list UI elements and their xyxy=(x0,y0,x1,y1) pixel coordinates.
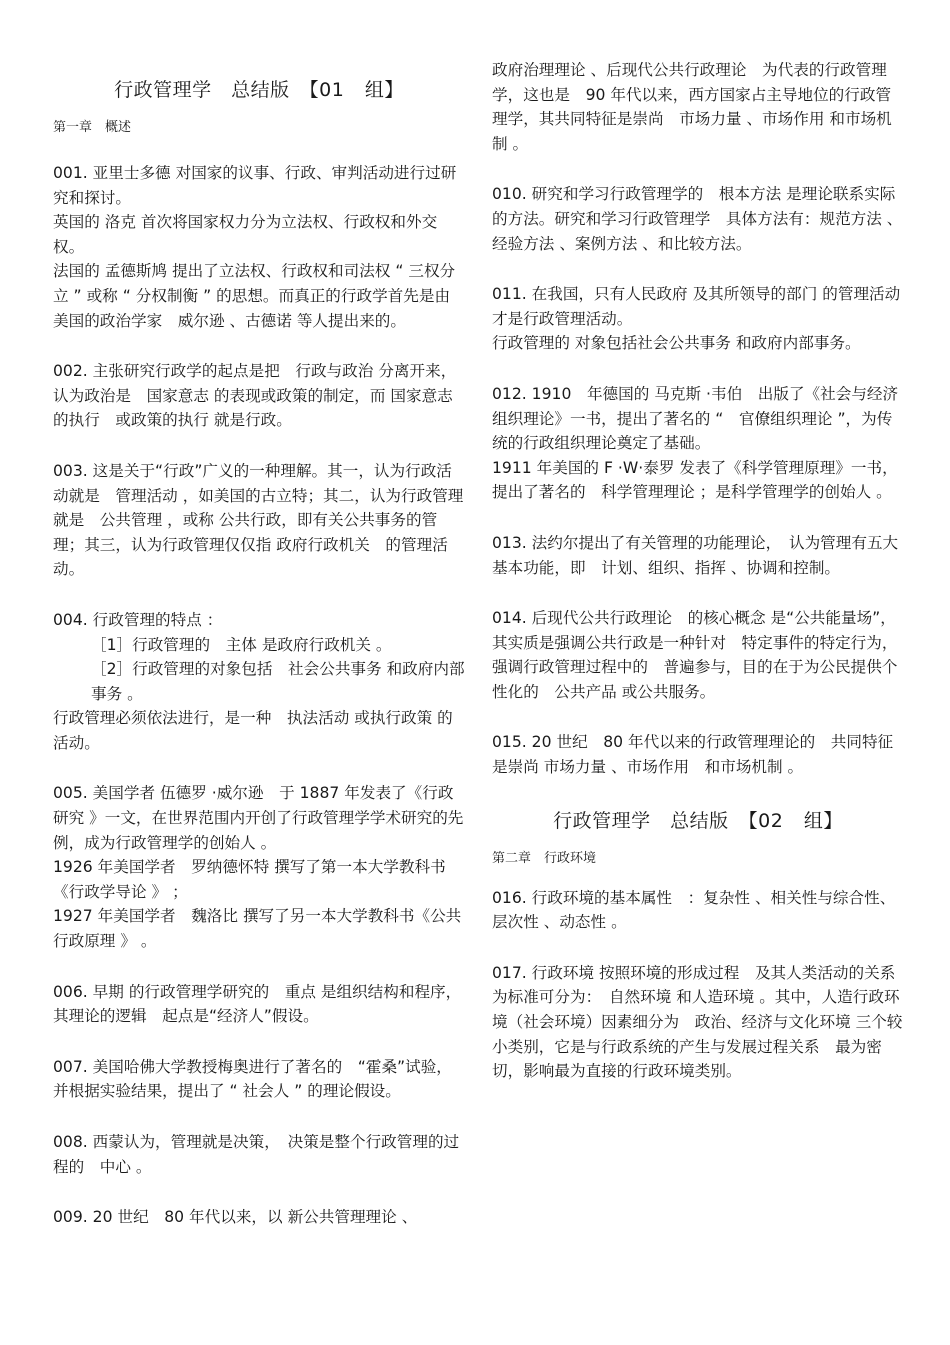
item-paragraph: 001. 亚里士多德 对国家的议事、行政、审判活动进行过研究和探讨。 xyxy=(53,164,457,207)
right-items-2 xyxy=(492,886,904,1084)
item-paragraph: 政府治理理论 、后现代公共行政理论 为代表的行政管理学，这也是 90 年代以来，西方国家占主导地位的行政管理学，其共同特征是崇尚 市场力量 、市场作用 和市场机制 。 xyxy=(492,61,892,153)
item-paragraph: 007. 美国哈佛大学教授梅奥进行了著名的 “霍桑”试验，并根据实验结果，提出了 “ 社会人 ” 的理论假设。 xyxy=(53,1057,452,1101)
chapter-heading-1: 第一章 概述 xyxy=(53,120,132,135)
item-paragraph: 015. 20 世纪 80 年代以来的行政管理理论的 共同特征是崇尚 市场力量 、市场作用 和市场机制 。 xyxy=(492,733,894,777)
item-paragraph: 004. 行政管理的特点 ： xyxy=(53,610,223,629)
list-item xyxy=(492,961,904,1084)
item-paragraph: 008. 西蒙认为，管理就是决策， 决策是整个行政管理的过程的 中心 。 xyxy=(53,1133,460,1176)
right-items xyxy=(492,58,904,780)
list-item xyxy=(53,980,465,1029)
item-paragraph: 016. 行政环境的基本属性 ：复杂性 、相关性与综合性、层次性 、动态性 。 xyxy=(492,888,896,932)
page-title-01: 行政管理学 总结版 【01 组】 xyxy=(114,79,404,101)
list-item xyxy=(53,608,465,756)
item-paragraph: 011. 在我国，只有人民政府 及其所领导的部门 的管理活动才是行政管理活动。 xyxy=(492,285,901,328)
chapter-heading-2: 第二章 行政环境 xyxy=(492,850,597,866)
item-paragraph: 010. 研究和学习行政管理学的 根本方法 是理论联系实际 的方法。研究和学习行政管理学 具体方法有：规范方法 、经验方法 、案例方法 、和比较方法。 xyxy=(492,185,903,253)
item-paragraph: 009. 20 世纪 80 年代以来，以 新公共管理理论 、 xyxy=(53,1208,418,1227)
item-paragraph: 1926 年美国学者 罗纳德怀特 撰写了第一本大学教科书 《行政学导论 》 ； xyxy=(53,858,446,901)
item-paragraph: 1911 年美国的 F ·W·泰罗 发表了《科学管理原理》一书，提出了著名的 科学管理理论 ；是科学管理学的创始人 。 xyxy=(492,458,898,502)
item-paragraph: 002. 主张研究行政学的起点是把 行政与政治 分离开来，认为政治是 国家意志 的表现或政策的制定，而 国家意志的执行 或政策的执行 就是行政。 xyxy=(53,362,457,430)
list-item xyxy=(492,182,904,256)
right-column xyxy=(492,0,904,1110)
list-item xyxy=(53,1055,465,1104)
item-paragraph: 1927 年美国学者 魏洛比 撰写了另一本大学教科书《公共行政原理 》 。 xyxy=(53,907,462,951)
left-items xyxy=(53,161,465,1230)
item-paragraph: 017. 行政环境 按照环境的形成过程 及其人类活动的关系 为标准可分为： 自然环境 和人造环境 。其中，人造行政环境（社会环境）因素细分为 政治、经济与文化环境 三个较小类别，它是与行政系统的产生与发展过程关系 最为密切，影响最为直接的行政环境类别。 xyxy=(492,963,903,1081)
list-item xyxy=(53,1205,465,1230)
list-item xyxy=(492,606,904,704)
list-item xyxy=(492,531,904,580)
item-paragraph: 006. 早期 的行政管理学研究的 重点 是组织结构和程序，其理论的逻辑 起点是“经济人”假设。 xyxy=(53,982,462,1026)
list-item xyxy=(53,1130,465,1179)
list-item xyxy=(492,730,904,779)
list-item xyxy=(53,781,465,953)
item-paragraph: 法国的 孟德斯鸠 提出了立法权、行政权和司法权 “ 三权分立 ” 或称 “ 分权制衡 ” 的思想。而真正的行政学首先是由美国的政治学家 威尔逊 、古德诺 等人提出来的。 xyxy=(53,262,456,330)
list-item xyxy=(53,161,465,333)
item-paragraph: ［2］行政管理的对象包括 社会公共事务 和政府内部事务 。 xyxy=(91,660,465,703)
item-paragraph: 003. 这是关于“行政”广义的一种理解。其一，认为行政活动就是 管理活动 ，如美国的古立特；其二，认为行政管理就是 公共管理 ，或称 公共行政，即有关公共事务的管理；其三，认为行政管理仅仅指 政府行政机关 的管理活动。 xyxy=(53,461,464,579)
item-paragraph: 005. 美国学者 伍德罗 ·威尔逊 于 1887 年发表了《行政研究 》一文，在世界范围内开创了行政管理学学术研究的先例，成为行政管理学的创始人 。 xyxy=(53,784,464,852)
list-item xyxy=(492,58,904,156)
list-item xyxy=(492,886,904,935)
page-title-02: 行政管理学 总结版 【02 组】 xyxy=(553,809,843,832)
item-paragraph: 行政管理必须依法进行，是一种 执法活动 或执行政策 的活动。 xyxy=(53,709,453,752)
item-paragraph: ［1］行政管理的 主体 是政府行政机关 。 xyxy=(91,635,392,654)
list-item xyxy=(53,359,465,433)
item-paragraph: 行政管理的 对象包括社会公共事务 和政府内部事务。 xyxy=(492,334,861,353)
item-paragraph: 012. 1910 年德国的 马克斯 ·韦伯 出版了《社会与经济组织理论》一书，提出了著名的 “ 官僚组织理论 ”，为传统的行政组织理论奠定了基础。 xyxy=(492,384,899,453)
item-paragraph: 英国的 洛克 首次将国家权力分为立法权、行政权和外交权。 xyxy=(53,213,438,256)
item-paragraph: 014. 后现代公共行政理论 的核心概念 是“公共能量场”，其实质是强调公共行政是一种针对 特定事件的特定行为，强调行政管理过程中的 普遍参与，目的在于为公民提供个性化的 公共产品 或公共服务。 xyxy=(492,609,898,701)
list-item xyxy=(492,282,904,356)
item-paragraph: 013. 法约尔提出了有关管理的功能理论， 认为管理有五大基本功能，即 计划、组织、指挥 、协调和控制。 xyxy=(492,533,899,577)
list-item xyxy=(492,382,904,505)
left-column xyxy=(53,0,465,1256)
list-item xyxy=(53,459,465,582)
